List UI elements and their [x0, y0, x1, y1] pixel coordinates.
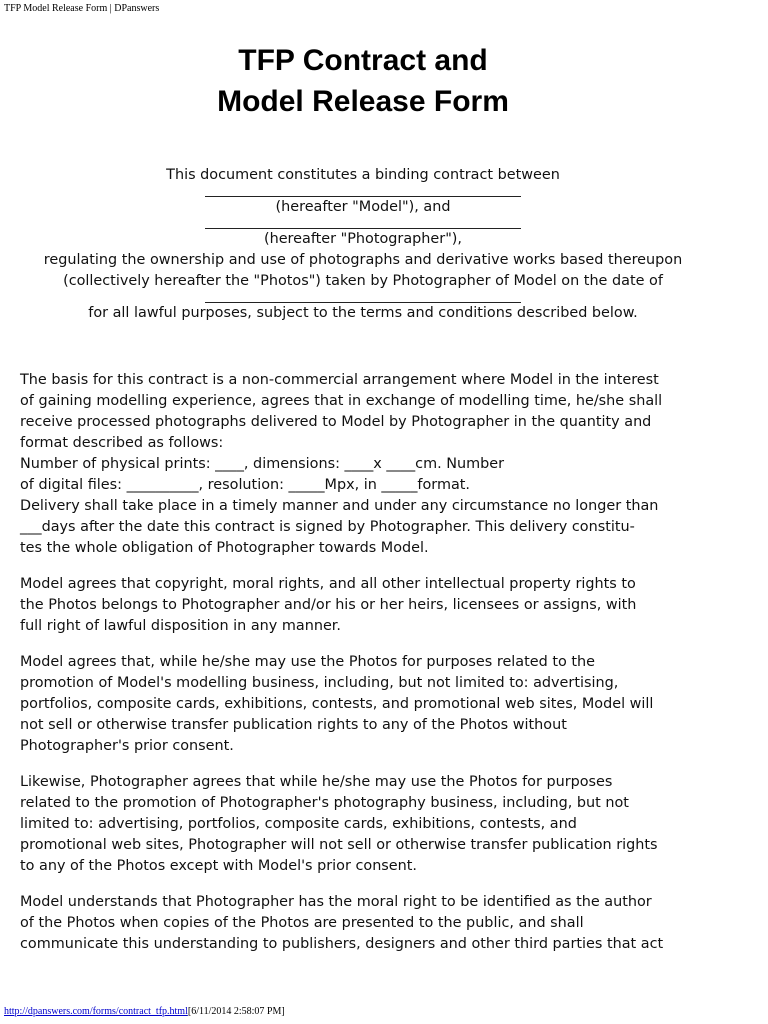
text-line: communicate this understanding to publishers, designers and other third parties that act	[20, 936, 664, 952]
print-timestamp: [6/11/2014 2:58:07 PM]	[187, 1006, 285, 1017]
regulating-line-1: regulating the ownership and use of photographs and derivative works based thereupon	[43, 252, 683, 268]
text-line: format described as follows:	[20, 435, 224, 451]
text-line: not sell or otherwise transfer publication rights to any of the Photos without	[20, 717, 567, 733]
text-line: The basis for this contract is a non-commercial arrangement where Model in the interest	[20, 372, 659, 388]
text-line: Delivery shall take place in a timely manner and under any circumstance no longer than	[20, 498, 659, 514]
text-line: promotion of Model's modelling business, including, but not limited to: advertising,	[20, 675, 619, 691]
text-line: receive processed photographs delivered to Model by Photographer in the quantity and	[20, 414, 652, 430]
print-footer	[4, 1006, 285, 1017]
model-label: (hereafter "Model"), and	[275, 199, 451, 215]
text-line: ___days after the date this contract is signed by Photographer. This delivery constitu-	[20, 519, 635, 535]
text-line: related to the promotion of Photographer's photography business, including, but not	[20, 795, 629, 811]
text-line: tes the whole obligation of Photographer towards Model.	[20, 540, 429, 556]
text-line: full right of lawful disposition in any manner.	[20, 618, 341, 634]
text-line: promotional web sites, Photographer will not sell or otherwise transfer publication rights	[20, 837, 658, 853]
photographer-label: (hereafter "Photographer"),	[263, 231, 463, 247]
regulating-line-2: (collectively hereafter the "Photos") taken by Photographer of Model on the date of	[63, 273, 663, 289]
contract-intro	[0, 165, 726, 324]
title-line-1: TFP Contract and	[238, 44, 488, 77]
binding-statement: This document constitutes a binding contract between	[166, 167, 560, 183]
text-line: of the Photos when copies of the Photos are presented to the public, and shall	[20, 915, 584, 931]
text-line: Number of physical prints: ____, dimensions: ____x ____cm. Number	[20, 456, 505, 472]
paragraph-photographer-use	[20, 772, 710, 877]
print-header	[4, 3, 159, 14]
text-line: Model agrees that copyright, moral rights, and all other intellectual property rights to	[20, 576, 636, 592]
text-line: portfolios, composite cards, exhibitions, contests, and promotional web sites, Model will	[20, 696, 654, 712]
contract-body	[20, 370, 710, 970]
paragraph-copyright	[20, 574, 710, 637]
text-line: Photographer's prior consent.	[20, 738, 234, 754]
paragraph-compensation	[20, 370, 710, 559]
text-line: limited to: advertising, portfolios, composite cards, exhibitions, contests, and	[20, 816, 577, 832]
text-line: Likewise, Photographer agrees that while he/she may use the Photos for purposes	[20, 774, 613, 790]
paragraph-moral-rights	[20, 892, 710, 955]
text-line: Model understands that Photographer has the moral right to be identified as the author	[20, 894, 652, 910]
text-line: of digital files: __________, resolution: _____Mpx, in _____format.	[20, 477, 470, 493]
page-title-header: TFP Model Release Form | DPanswers	[4, 3, 160, 14]
purposes-statement: for all lawful purposes, subject to the terms and conditions described below.	[88, 305, 638, 321]
text-line: to any of the Photos except with Model's prior consent.	[20, 858, 417, 874]
text-line: Model agrees that, while he/she may use the Photos for purposes related to the	[20, 654, 595, 670]
source-url-link[interactable]: http://dpanswers.com/forms/contract_tfp.html	[4, 1006, 188, 1017]
paragraph-model-use	[20, 652, 710, 757]
text-line: the Photos belongs to Photographer and/or his or her heirs, licensees or assigns, with	[20, 597, 637, 613]
text-line: of gaining modelling experience, agrees that in exchange of modelling time, he/she shall	[20, 393, 663, 409]
title-line-2: Model Release Form	[217, 85, 509, 118]
document-title	[0, 40, 726, 122]
